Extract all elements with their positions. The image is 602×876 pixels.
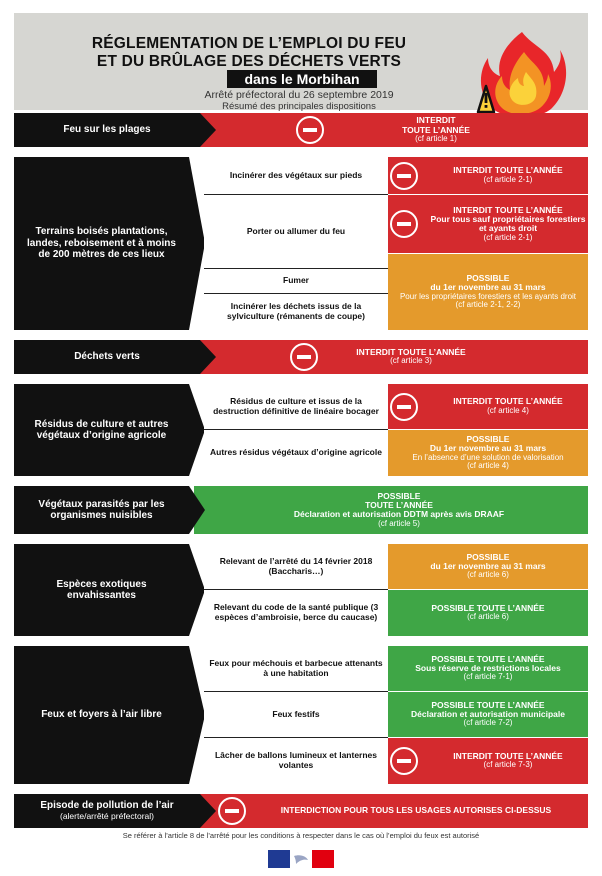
- chevron-right-icon: [189, 384, 205, 476]
- section-wooded-land: [14, 157, 588, 330]
- section-crop-residues: [14, 384, 588, 476]
- pollution-label-line1: Episode de pollution de l’air: [40, 800, 174, 812]
- beach-fire-label: Feu sur les plages: [14, 113, 200, 147]
- wooded-row-3-activity: Fumer: [204, 269, 388, 294]
- open-air-row-1-status: [388, 646, 588, 691]
- open-air-row-1-status-ref: (cf article 7-1): [463, 672, 513, 682]
- fire-warning-icon: [474, 28, 570, 120]
- green-waste-status-ref: (cf article 3): [390, 356, 432, 366]
- beach-fire-status-period: TOUTE L’ANNÉE: [402, 124, 470, 135]
- no-entry-icon: [218, 797, 246, 825]
- no-entry-icon: [390, 393, 418, 421]
- wooded-land-label: Terrains boisés plantations, landes, reboisement et à moins de 200 mètres de ces lieux: [14, 157, 189, 330]
- crop-row-2-status: [388, 430, 588, 476]
- pollution-label: [14, 794, 200, 828]
- parasitized-status-ref: (cf article 5): [378, 518, 420, 528]
- open-air-row-3-status: [388, 738, 588, 784]
- chevron-right-icon: [189, 544, 205, 636]
- chevron-right-icon: [200, 794, 216, 828]
- subtitle: dans le Morbihan: [227, 70, 377, 88]
- no-entry-icon: [390, 747, 418, 775]
- parasitized-status-title: POSSIBLE: [377, 490, 421, 501]
- wooded-shared-status-ref: (cf article 2-1, 2-2): [455, 300, 521, 310]
- invasive-row-1-status: [388, 544, 588, 589]
- title-line-1: RÉGLEMENTATION DE L’EMPLOI DU FEU: [91, 35, 407, 52]
- pollution-status: [194, 794, 588, 828]
- invasive-row-2-activity: Relevant du code de la santé publique (3 espèces d’ambroisie, berce du caucase): [204, 590, 388, 636]
- crop-row-2-activity: Autres résidus végétaux d’origine agricole: [204, 430, 388, 476]
- no-entry-icon: [290, 343, 318, 371]
- footer-note: Se référer à l’article 8 de l’arrêté pour les conditions à respecter dans le cas où l’emploi du feux est autorisé: [122, 831, 480, 840]
- parasitized-status-period: TOUTE L’ANNÉE: [365, 499, 433, 510]
- invasive-row-1-status-period: du 1er novembre au 31 mars: [430, 561, 546, 572]
- invasive-row-2-status: [388, 590, 588, 636]
- parasitized-status-detail: Déclaration et autorisation DDTM après avis DRAAF: [293, 509, 505, 520]
- beach-fire-status-ref: (cf article 1): [415, 133, 457, 143]
- chevron-right-icon: [189, 646, 205, 784]
- wooded-row-1-status-title: INTERDIT TOUTE L’ANNÉE: [453, 165, 563, 176]
- wooded-row-2-status-detail: Pour tous sauf propriétaires forestiers et ayants droit: [430, 213, 586, 234]
- section-invasive-species: [14, 544, 588, 636]
- wooded-row-2-status-ref: (cf article 2-1): [483, 232, 533, 242]
- invasive-row-1-status-ref: (cf article 6): [467, 570, 509, 580]
- wooded-shared-status-title: POSSIBLE: [466, 272, 510, 283]
- crop-row-1-status-title: INTERDIT TOUTE L’ANNÉE: [453, 396, 563, 407]
- crop-row-1-status: [388, 384, 588, 429]
- wooded-row-2-status: [388, 195, 588, 253]
- section-open-air-fires: [14, 646, 588, 784]
- crop-row-2-status-detail: En l’absence d’une solution de valorisation: [412, 452, 564, 462]
- crop-row-1-activity: Résidus de culture et issus de la destruction définitive de linéaire bocager: [204, 384, 388, 430]
- wooded-row-1-activity: Incinérer des végétaux sur pieds: [204, 157, 388, 195]
- open-air-row-3-status-title: INTERDIT TOUTE L’ANNÉE: [453, 750, 563, 761]
- chevron-right-icon: [200, 340, 216, 374]
- chevron-right-icon: [200, 113, 216, 147]
- parasitized-status: [194, 486, 588, 534]
- green-waste-status: [194, 340, 588, 374]
- crop-row-2-status-period: Du 1er novembre au 31 mars: [429, 443, 547, 454]
- pollution-status-title: INTERDICTION POUR TOUS LES USAGES AUTORISES CI-DESSUS: [280, 805, 552, 816]
- open-air-row-1-status-title: POSSIBLE TOUTE L’ANNÉE: [431, 653, 545, 664]
- invasive-row-1-status-title: POSSIBLE: [466, 551, 510, 562]
- open-air-row-2-activity: Feux festifs: [204, 692, 388, 738]
- open-air-row-2-status: [388, 692, 588, 737]
- wooded-row-1-status: [388, 157, 588, 194]
- section-green-waste: [14, 340, 588, 374]
- beach-fire-status-title: INTERDIT: [416, 115, 456, 126]
- chevron-right-icon: [189, 486, 205, 534]
- section-beach-fire: [14, 113, 588, 147]
- parasitized-label: Végétaux parasités par les organismes nuisibles: [14, 486, 189, 534]
- open-air-row-1-status-detail: Sous réserve de restrictions locales: [415, 663, 561, 674]
- open-air-row-1-activity: Feux pour méchouis et barbecue attenants à une habitation: [204, 646, 388, 692]
- open-air-row-2-status-title: POSSIBLE TOUTE L’ANNÉE: [431, 699, 545, 710]
- title-line-2: ET DU BRÛLAGE DES DÉCHETS VERTS: [96, 53, 402, 70]
- no-entry-icon: [296, 116, 324, 144]
- crop-residues-label: Résidus de culture et autres végétaux d’origine agricole: [14, 384, 189, 476]
- crop-row-2-status-title: POSSIBLE: [466, 433, 510, 444]
- beach-fire-status: [194, 113, 588, 147]
- wooded-shared-status: [388, 254, 588, 330]
- republique-francaise-logo: [268, 848, 334, 870]
- no-entry-icon: [390, 162, 418, 190]
- decree-date: Arrêté préfectoral du 26 septembre 2019: [204, 89, 394, 101]
- wooded-row-2-activity: Porter ou allumer du feu: [204, 195, 388, 269]
- pollution-label-line2: (alerte/arrêté préfectoral): [59, 810, 154, 821]
- invasive-row-2-status-ref: (cf article 6): [467, 612, 509, 622]
- wooded-row-1-status-ref: (cf article 2-1): [483, 174, 533, 184]
- green-waste-status-title: INTERDIT TOUTE L’ANNÉE: [356, 346, 466, 357]
- wooded-shared-status-detail: Pour les propriétaires forestiers et les ayants droit: [399, 291, 577, 301]
- wooded-row-4-activity: Incinérer les déchets issus de la sylviculture (rémanents de coupe): [204, 294, 388, 330]
- crop-row-1-status-ref: (cf article 4): [487, 405, 529, 415]
- header: [14, 13, 588, 110]
- section-parasitized-plants: [14, 486, 588, 534]
- wooded-row-2-status-title: INTERDIT TOUTE L’ANNÉE: [453, 204, 563, 215]
- no-entry-icon: [390, 210, 418, 238]
- green-waste-label: Déchets verts: [14, 340, 200, 374]
- open-air-row-2-status-detail: Déclaration et autorisation municipale: [411, 709, 565, 720]
- open-air-row-3-status-ref: (cf article 7-3): [483, 760, 533, 770]
- invasive-label: Espèces exotiques envahissantes: [14, 544, 189, 636]
- section-air-pollution: [14, 794, 588, 828]
- crop-row-2-status-ref: (cf article 4): [467, 461, 509, 471]
- open-air-label: Feux et foyers à l’air libre: [14, 646, 189, 784]
- open-air-row-3-activity: Lâcher de ballons lumineux et lanternes volantes: [204, 738, 388, 784]
- invasive-row-2-status-title: POSSIBLE TOUTE L’ANNÉE: [431, 602, 545, 613]
- chevron-right-icon: [189, 157, 205, 330]
- summary-label: Résumé des principales dispositions: [222, 101, 376, 112]
- wooded-shared-status-period: du 1er novembre au 31 mars: [430, 282, 546, 293]
- invasive-row-1-activity: Relevant de l’arrêté du 14 février 2018 (Baccharis…): [204, 544, 388, 590]
- open-air-row-2-status-ref: (cf article 7-2): [463, 718, 513, 728]
